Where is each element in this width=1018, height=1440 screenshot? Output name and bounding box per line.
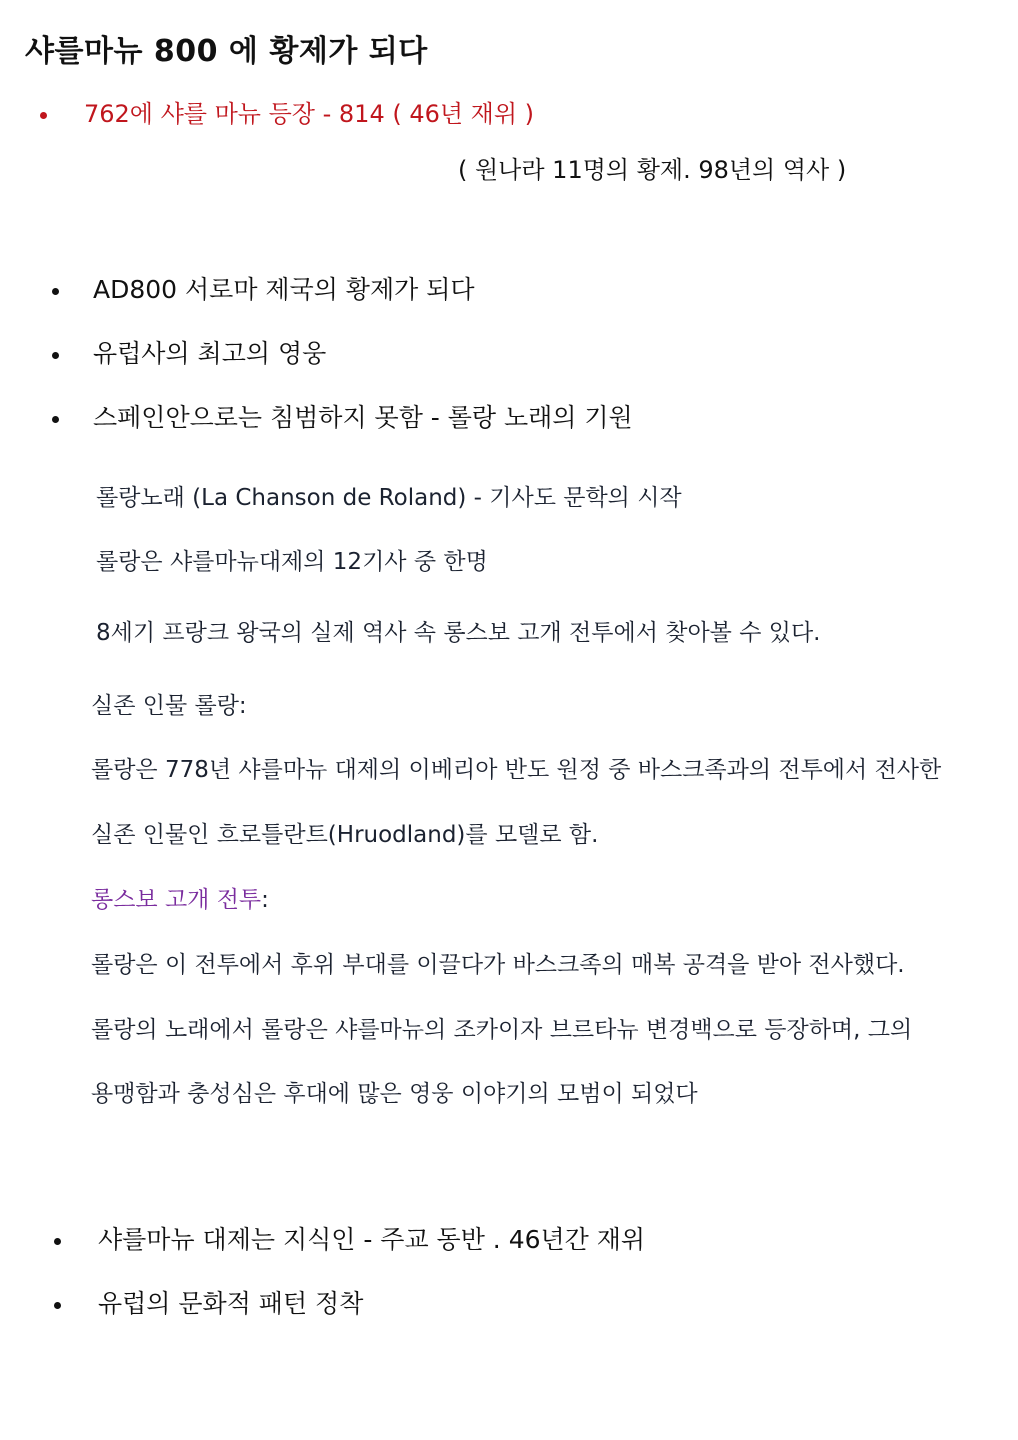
bullet-item: 유럽의 문화적 패턴 정착 [98, 1289, 364, 1318]
real-person-heading: 실존 인물 롤랑: [91, 693, 247, 719]
bullet-dot [40, 112, 47, 119]
bullet-dot [52, 416, 59, 423]
bullet-dot [52, 288, 59, 295]
bullet-item: 스페인안으로는 침범하지 못함 - 롤랑 노래의 기원 [93, 403, 633, 432]
page-title: 샤를마뉴 800 에 황제가 되다 [25, 34, 428, 69]
bullet-dot [54, 1238, 61, 1245]
battle-line: 롤랑의 노래에서 롤랑은 샤를마뉴의 조카이자 브르타뉴 변경백으로 등장하며, 그의 [91, 1017, 913, 1043]
bullet-item: 유럽사의 최고의 영웅 [93, 339, 327, 368]
battle-heading [91, 881, 269, 914]
battle-heading-colon: : [261, 887, 269, 913]
battle-heading-label: 롱스보 고개 전투 [91, 887, 262, 913]
bullet-dot [52, 352, 59, 359]
real-person-line: 롤랑은 778년 샤를마뉴 대제의 이베리아 반도 원정 중 바스크족과의 전투에서 전사한 [91, 757, 942, 783]
bullet-dot [54, 1302, 61, 1309]
twelve-knights-line: 롤랑은 샤를마뉴대제의 12기사 중 한명 [96, 549, 488, 575]
dynasty-note: ( 원나라 11명의 황제. 98년의 역사 ) [458, 156, 847, 184]
song-of-roland-line: 롤랑노래 (La Chanson de Roland) - 기사도 문학의 시작 [96, 485, 682, 511]
eighth-century-line: 8세기 프랑크 왕국의 실제 역사 속 롱스보 고개 전투에서 찾아볼 수 있다. [96, 620, 821, 646]
reign-line: 762에 샤를 마뉴 등장 - 814 ( 46년 재위 ) [84, 100, 535, 128]
bullet-item: 샤를마뉴 대제는 지식인 - 주교 동반 . 46년간 재위 [98, 1225, 646, 1254]
battle-line: 롤랑은 이 전투에서 후위 부대를 이끌다가 바스크족의 매복 공격을 받아 전사했다. [91, 952, 905, 978]
real-person-line: 실존 인물인 흐로틀란트(Hruodland)를 모델로 함. [91, 822, 599, 848]
battle-line: 용맹함과 충성심은 후대에 많은 영웅 이야기의 모범이 되었다 [91, 1081, 698, 1107]
bullet-item: AD800 서로마 제국의 황제가 되다 [93, 275, 475, 304]
